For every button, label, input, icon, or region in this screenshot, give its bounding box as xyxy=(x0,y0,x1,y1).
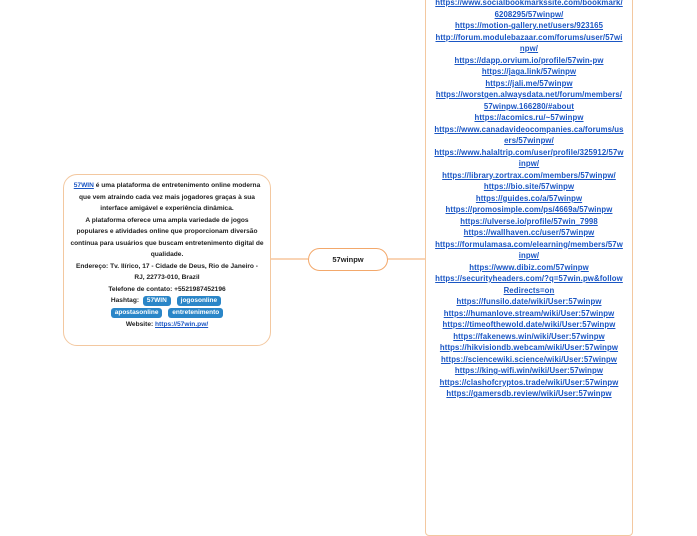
intro-body: é uma plataforma de entretenimento online moderna que vem atraindo cada vez mais jogadores graças à sua interface amigável e experiência dinâmica. xyxy=(79,182,261,212)
link-item[interactable]: https://guides.co/a/57winpw xyxy=(475,193,583,203)
link-item[interactable]: https://www.socialbookmarkssite.com/bookmark/6208295/57winpw/ xyxy=(435,0,623,19)
link-item[interactable]: http://forum.modulebazaar.com/forums/user/57winpw/ xyxy=(435,32,623,53)
link-item[interactable]: https://fakenews.win/wiki/User:57winpw xyxy=(453,331,605,341)
link-item[interactable]: https://promosimple.com/ps/4669a/57winpw xyxy=(445,205,613,214)
link-item[interactable]: https://formulamasa.com/elearning/members/57winpw/ xyxy=(435,239,623,260)
link-item[interactable]: https://king-wifi.win/wiki/User:57winpw xyxy=(454,366,604,375)
center-node[interactable] xyxy=(308,248,388,271)
link-item[interactable]: https://wallhaven.cc/user/57winpw xyxy=(463,228,595,237)
website-label: Website: xyxy=(125,321,154,328)
link-item[interactable]: https://timeofthewold.date/wiki/User:57winpw xyxy=(442,320,616,329)
center-label: 57winpw xyxy=(332,255,364,264)
link-item[interactable]: https://www.dibiz.com/57winpw xyxy=(469,262,589,272)
link-item[interactable]: https://www.canadavideocompanies.ca/forums/users/57winpw/ xyxy=(434,124,624,145)
link-item[interactable]: https://motion-gallery.net/users/923165 xyxy=(454,21,604,30)
address-text: Endereço: Tv. Ilírico, 17 - Cidade de Deus, Rio de Janeiro - RJ, 22773-010, Brazil xyxy=(76,262,258,281)
tag-57win[interactable]: 57WIN xyxy=(143,296,171,306)
hashtag-label: Hashtag: xyxy=(110,297,140,304)
link-item[interactable]: https://worstgen.alwaysdata.net/forum/members/57winpw.166280/#about xyxy=(435,90,623,111)
link-item[interactable]: https://sciencewiki.science/wiki/User:57winpw xyxy=(440,354,618,364)
link-item[interactable]: https://www.halaltrip.com/user/profile/325912/57winpw/ xyxy=(434,147,624,168)
website-link[interactable]: https://57win.pw/ xyxy=(155,321,209,328)
tag-apostasonline[interactable]: apostasonline xyxy=(111,308,163,318)
paragraph-2: A plataforma oferece uma ampla variedade de jogos populares e atividades online que proporcionam diversão contínua para usuários que buscam entretenimento digital de qualidade. xyxy=(70,216,264,258)
link-item[interactable]: https://bio.site/57winpw xyxy=(483,182,575,191)
link-item[interactable]: https://hikvisiondb.webcam/wiki/User:57winpw xyxy=(439,343,619,352)
tag-jogosonline[interactable]: jogosonline xyxy=(177,296,221,306)
website-row xyxy=(70,319,264,331)
tag-entretenimento[interactable]: entretenimento xyxy=(168,308,223,318)
link-item[interactable]: https://dapp.orvium.io/profile/57win-pw xyxy=(454,55,604,65)
link-item[interactable]: https://jaga.link/57winpw xyxy=(481,67,577,76)
link-item[interactable]: https://clashofcryptos.trade/wiki/User:57winpw xyxy=(439,377,619,387)
phone-text: Telefone de contato: +552198745219​6 xyxy=(108,285,226,293)
link-item[interactable]: https://funsilo.date/wiki/User:57winpw xyxy=(456,297,602,306)
hashtag-row xyxy=(70,295,264,319)
intro-text xyxy=(70,180,264,215)
links-node xyxy=(425,0,633,536)
link-item[interactable]: https://gamersdb.review/wiki/User:57winpw xyxy=(446,389,612,398)
link-item[interactable]: https://library.zortrax.com/members/57winpw/ xyxy=(442,170,616,180)
brand-link[interactable]: 57WIN xyxy=(73,182,94,189)
link-item[interactable]: https://securityheaders.com/?q=57win.pw&followRedirects=on xyxy=(435,274,623,295)
link-item[interactable]: https://humanlove.stream/wiki/User:57winpw xyxy=(443,308,615,318)
link-item[interactable]: https://acomics.ru/~57winpw xyxy=(474,113,584,122)
link-item[interactable]: https://jali.me/57winpw xyxy=(485,78,573,88)
description-node xyxy=(63,174,271,346)
link-item[interactable]: https://ulverse.io/profile/57win_7998 xyxy=(460,216,598,226)
